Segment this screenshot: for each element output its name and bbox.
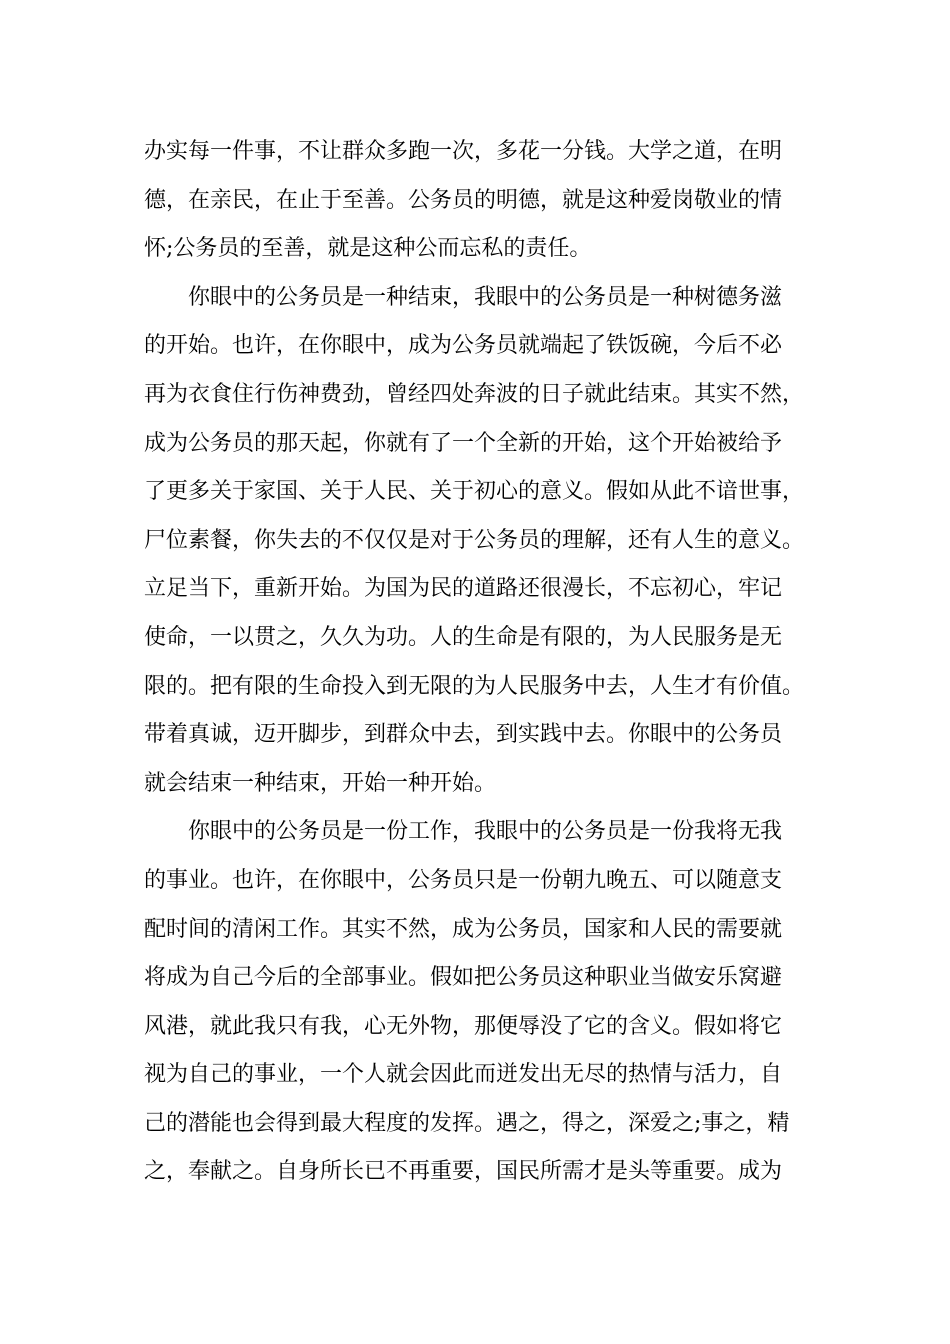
text-line: 办实每一件事，不让群众多跑一次，多花一分钱。大学之道，在明 (144, 139, 783, 164)
paragraph-3 (144, 808, 824, 1197)
text-line: 的事业。也许，在你眼中，公务员只是一份朝九晚五、可以随意支 (144, 867, 783, 893)
text-line: 怀;公务员的至善，就是这种公而忘私的责任。 (144, 236, 592, 262)
text-line: 成为公务员的那天起，你就有了一个全新的开始，这个开始被给予 (144, 430, 783, 456)
text-line: 再为衣食住行伤神费劲，曾经四处奔波的日子就此结束。其实不然， (144, 381, 805, 407)
text-line: 视为自己的事业，一个人就会因此而迸发出无尽的热情与活力，自 (144, 1062, 783, 1088)
text-line: 你眼中的公务员是一种结束，我眼中的公务员是一种树德务滋 (144, 284, 783, 310)
text-line: 就会结束一种结束，开始一种开始。 (144, 770, 497, 796)
text-line: 之，奉献之。自身所长已不再重要，国民所需才是头等重要。成为 (144, 1159, 783, 1185)
text-line: 将成为自己今后的全部事业。假如把公务员这种职业当做安乐窝避 (144, 965, 783, 991)
text-line: 带着真诚，迈开脚步，到群众中去，到实践中去。你眼中的公务员 (144, 722, 783, 748)
text-line: 限的。把有限的生命投入到无限的为人民服务中去，人生才有价值。 (144, 673, 805, 699)
body-text (144, 128, 824, 1197)
text-line: 己的潜能也会得到最大程度的发挥。遇之，得之，深爱之;事之，精 (144, 1110, 790, 1136)
paragraph-1 (144, 128, 824, 274)
text-line: 尸位素餐，你失去的不仅仅是对于公务员的理解，还有人生的意义。 (144, 527, 805, 553)
paragraph-2 (144, 274, 824, 809)
text-line: 配时间的清闲工作。其实不然，成为公务员，国家和人民的需要就 (144, 916, 783, 942)
text-line: 使命，一以贯之，久久为功。人的生命是有限的，为人民服务是无 (144, 624, 783, 650)
text-line: 德，在亲民，在止于至善。公务员的明德，就是这种爱岗敬业的情 (144, 187, 783, 213)
text-line: 立足当下，重新开始。为国为民的道路还很漫长，不忘初心，牢记 (144, 576, 783, 602)
text-line: 风港，就此我只有我，心无外物，那便辱没了它的含义。假如将它 (144, 1013, 783, 1039)
text-line: 了更多关于家国、关于人民、关于初心的意义。假如从此不谙世事， (144, 479, 805, 505)
text-line: 的开始。也许，在你眼中，成为公务员就端起了铁饭碗，今后不必 (144, 333, 783, 359)
text-line: 你眼中的公务员是一份工作，我眼中的公务员是一份我将无我 (144, 819, 783, 845)
